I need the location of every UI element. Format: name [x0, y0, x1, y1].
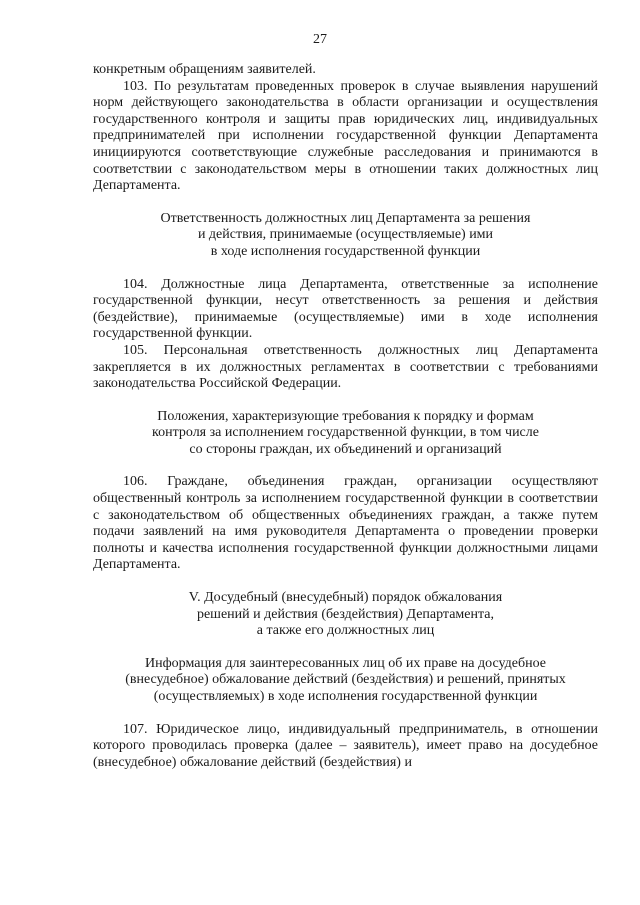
heading-line: V. Досудебный (внесудебный) порядок обжалования — [188, 590, 503, 606]
paragraph-106: 106. Граждане, объединения граждан, организации осуществляют общественный контроль за исполнением государственной функции в соответствии с законодательством об общественных объединениях граждан, а также путем подачи заявлений на имя руководителя Департамента о проведении проверки полноты и качества исполнения государственной функции должностными лицами Департамента. — [93, 474, 598, 573]
heading-line: решений и действия (бездействия) Департамента, — [196, 606, 495, 622]
heading-line: контроля за исполнением государственной функции, в том числе — [152, 425, 539, 441]
section-heading-responsibility — [93, 211, 598, 261]
paragraph-103: 103. По результатам проведенных проверок в случае выявления нарушений норм действующего законодательства в области организации и осуществления государственного контроля и защиты прав юридических лиц, индивидуальных предпринимателей при исполнении государственной функции Департамента инициируются соответствующие служебные расследования и принимаются в соответствии с законодательством меры в отношении таких должностных лиц Департамента. — [93, 78, 598, 194]
paragraph-104: 104. Должностные лица Департамента, ответственные за исполнение государственной функции, несут ответственность за решения и действия (бездействие), принимаемые (осуществляемые) ими в ходе исполнения государственной функции. — [93, 276, 598, 342]
heading-line: (внесудебное) обжалование действий (бездействия) и решений, принятых — [125, 672, 566, 688]
document-body — [93, 62, 598, 771]
heading-line: Информация для заинтересованных лиц об их праве на досудебное — [145, 655, 546, 671]
heading-line: со стороны граждан, их объединений и организаций — [189, 441, 502, 457]
heading-line: а также его должностных лиц — [256, 623, 435, 639]
paragraph-continuation: конкретным обращениям заявителей. — [93, 62, 316, 77]
section-heading-appeal-info — [93, 656, 598, 706]
heading-line: (осуществляемых) в ходе исполнения государственной функции — [153, 689, 538, 704]
heading-line: в ходе исполнения государственной функции — [210, 243, 481, 259]
paragraph-107: 107. Юридическое лицо, индивидуальный предприниматель, в отношении которого проводилась проверка (далее – заявитель), имеет право на досудебное (внесудебное) обжалование действий (бездействия) и — [93, 721, 598, 770]
paragraph-105: 105. Персональная ответственность должностных лиц Департамента закрепляется в их должностных регламентах в соответствии с требованиями законодательства Российской Федерации. — [93, 342, 598, 392]
heading-line: Ответственность должностных лиц Департамента за решения — [160, 210, 531, 226]
heading-line: Положения, характеризующие требования к порядку и формам — [157, 408, 534, 424]
heading-line: и действия, принимаемые (осуществляемые) ими — [197, 227, 494, 243]
page-number: 27 — [313, 32, 327, 47]
section-heading-control-requirements — [93, 409, 598, 459]
chapter-heading-v — [93, 590, 598, 640]
